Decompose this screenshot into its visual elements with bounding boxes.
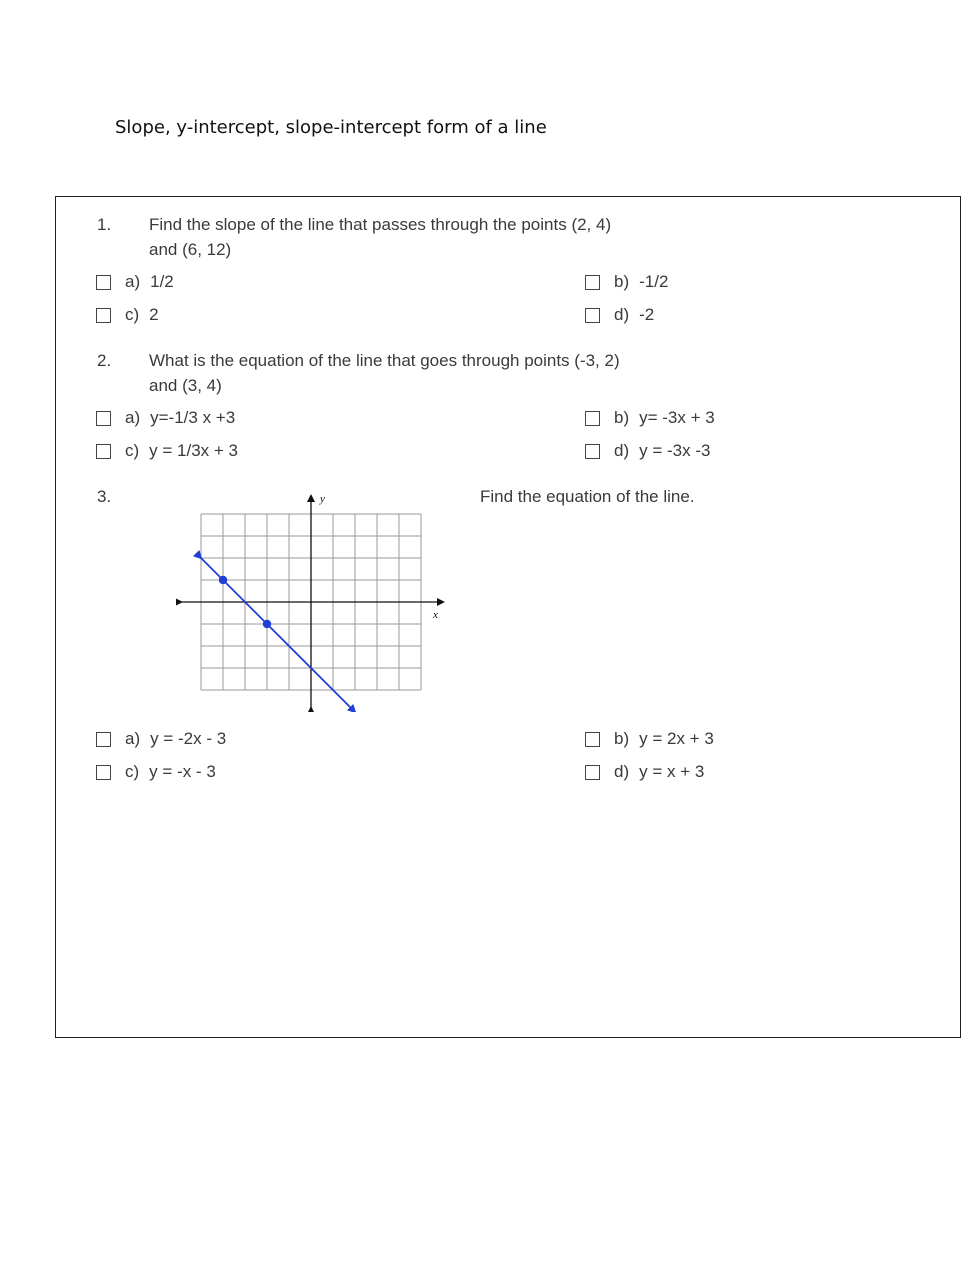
checkbox[interactable] (96, 732, 111, 747)
coordinate-graph (176, 487, 456, 712)
option-text: y = x + 3 (639, 762, 705, 781)
question-1-option-c[interactable] (96, 305, 159, 325)
x-axis-label: x (433, 609, 438, 621)
option-letter: b) (614, 272, 630, 291)
checkbox[interactable] (96, 308, 111, 323)
y-axis-label: y (320, 493, 325, 505)
document-title: Slope, y-intercept, slope-intercept form of a line (115, 117, 547, 138)
question-3-text: Find the equation of the line. (480, 487, 695, 506)
checkbox[interactable] (96, 765, 111, 780)
checkbox[interactable] (585, 275, 600, 290)
question-1-number: 1. (97, 215, 112, 234)
question-3-number: 3. (97, 487, 112, 506)
option-letter: d) (614, 305, 630, 324)
question-2-number: 2. (97, 351, 112, 370)
checkbox[interactable] (96, 411, 111, 426)
question-3-option-b[interactable] (585, 729, 714, 749)
option-text: -2 (639, 305, 655, 324)
option-letter: a) (125, 408, 141, 427)
question-1-text-line-1: Find the slope of the line that passes through the points (2, 4) (149, 215, 612, 234)
option-letter: b) (614, 729, 630, 748)
question-1-text-line-2: and (6, 12) (149, 240, 232, 259)
option-letter: a) (125, 272, 141, 291)
option-letter: c) (125, 762, 140, 781)
checkbox[interactable] (585, 308, 600, 323)
checkbox[interactable] (585, 732, 600, 747)
option-text: y = 1/3x + 3 (149, 441, 239, 460)
option-letter: b) (614, 408, 630, 427)
option-text: y= -3x + 3 (639, 408, 715, 427)
option-text: y = -x - 3 (149, 762, 216, 781)
checkbox[interactable] (585, 444, 600, 459)
question-3-option-c[interactable] (96, 762, 216, 782)
option-text: y = 2x + 3 (639, 729, 714, 748)
question-2-option-b[interactable] (585, 408, 715, 428)
option-text: 2 (149, 305, 159, 324)
question-3-option-a[interactable] (96, 729, 226, 749)
question-2-text-line-2: and (3, 4) (149, 376, 222, 395)
option-text: -1/2 (639, 272, 669, 291)
question-2-text-line-1: What is the equation of the line that goes through points (-3, 2) (149, 351, 620, 370)
question-1-option-d[interactable] (585, 305, 654, 325)
option-letter: d) (614, 441, 630, 460)
checkbox[interactable] (585, 765, 600, 780)
option-letter: c) (125, 305, 140, 324)
option-letter: a) (125, 729, 141, 748)
option-letter: d) (614, 762, 630, 781)
question-2-option-a[interactable] (96, 408, 235, 428)
option-letter: c) (125, 441, 140, 460)
plotted-point (219, 576, 227, 584)
plotted-point (263, 620, 271, 628)
quiz-frame (55, 196, 961, 1038)
question-3-option-d[interactable] (585, 762, 704, 782)
question-1-option-b[interactable] (585, 272, 668, 292)
checkbox[interactable] (585, 411, 600, 426)
option-text: y=-1/3 x +3 (150, 408, 236, 427)
option-text: y = -2x - 3 (150, 729, 227, 748)
question-2-option-d[interactable] (585, 441, 710, 461)
question-2-option-c[interactable] (96, 441, 238, 461)
checkbox[interactable] (96, 275, 111, 290)
option-text: y = -3x -3 (639, 441, 711, 460)
option-text: 1/2 (150, 272, 174, 291)
checkbox[interactable] (96, 444, 111, 459)
question-1-option-a[interactable] (96, 272, 174, 292)
